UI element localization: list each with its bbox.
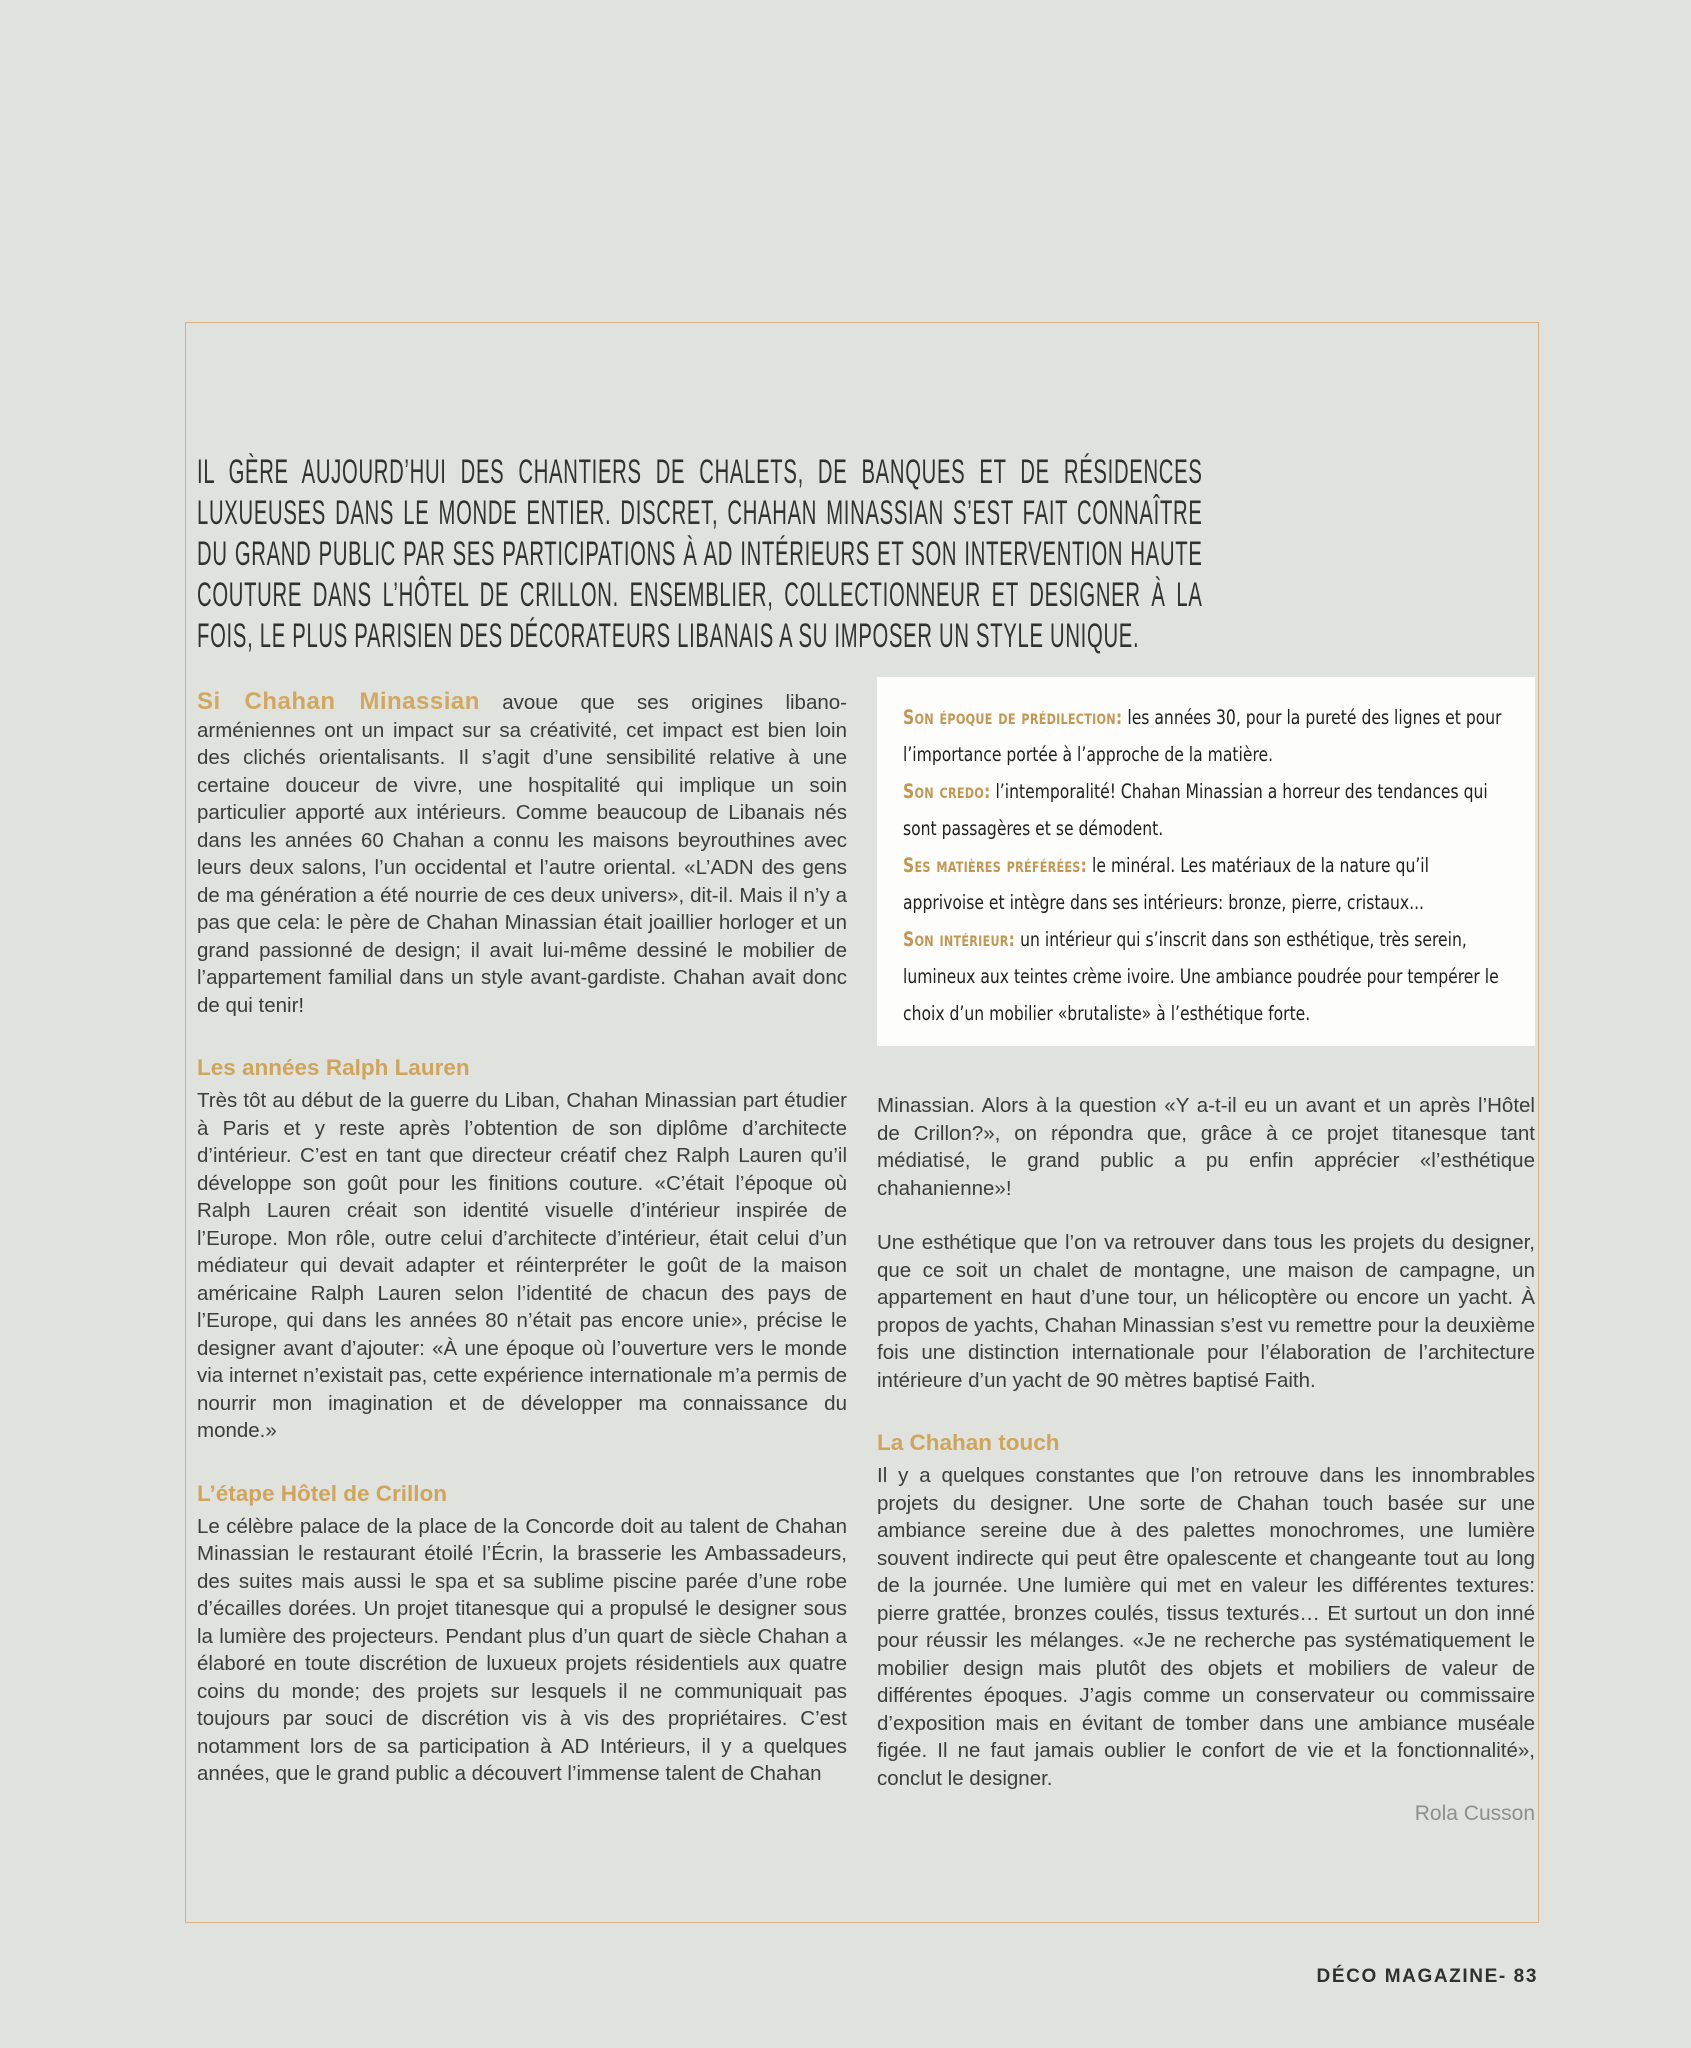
infobox-item-interieur	[903, 921, 1509, 1032]
intro-lead: Si Chahan Minassian	[197, 688, 480, 715]
infobox-text-matieres: le minéral. Les matériaux de la nature qu’il apprivoise et intègre dans ses intérieurs: bronze, pierre, cristaux...	[903, 854, 1429, 914]
infobox-text-interieur: un intérieur qui s’inscrit dans son esthétique, très serein, lumineux aux teintes crème ivoire. Une ambiance poudrée pour tempérer le choix d’un mobilier «brutaliste» à l’esthétique forte.	[903, 928, 1499, 1025]
infobox-label-interieur: Son intérieur:	[903, 928, 1016, 951]
intro-paragraph	[197, 688, 847, 1019]
intro-text: avoue que ses origines libano-arméniennes ont un impact sur sa créativité, cet impact est bien loin des clichés orientalisants. Il s’agit d’une sensibilité relative à une certaine douceur de vivre, une hospitalité qui implique un soin particulier apporté aux intérieurs. Comme beaucoup de Libanais nés dans les années 60 Chahan a connu les maisons beyrouthines avec leurs deux salons, l’un occidental et l’autre oriental. «L’ADN des gens de ma génération a été nourrie de ces deux univers», dit-il. Mais il n’y a pas que cela: le père de Chahan Minassian était joaillier horloger et un grand passionné de design; il avait lui-même dessiné le mobilier de l’appartement familial dans un style avant-gardiste. Chahan avait donc de qui tenir!	[197, 691, 847, 1017]
section-ralph-lauren-paragraph: Très tôt au début de la guerre du Liban, Chahan Minassian part étudier à Paris et y reste après l’obtention de son diplôme d’architecte d’intérieur. C’est en tant que directeur créatif chez Ralph Lauren qu’il développe son goût pour les finitions couture. «C’était l’époque où Ralph Lauren créait son identité visuelle d’intérieur inspirée de l’Europe. Mon rôle, outre celui d’architecte d’intérieur, était celui d’un médiateur qui devait adapter et réinterpréter le goût de la maison américaine Ralph Lauren selon l’identité de chacun des pays de l’Europe, qui dans les années 80 n’était pas encore unie», précise le designer avant d’ajouter: «À une époque où l’ouverture vers le monde via internet n’existait pas, cette expérience internationale m’a permis de nourrir mon imagination et de développer ma connaissance du monde.»	[197, 1089, 847, 1442]
designer-profile-infobox	[877, 677, 1535, 1046]
infobox-label-matieres: Ses matières préférées:	[903, 854, 1088, 877]
infobox-label-epoque: Son époque de prédilection:	[903, 706, 1123, 729]
infobox-text-credo: l’intemporalité! Chahan Minassian a horreur des tendances qui sont passagères et se démodent.	[903, 780, 1488, 840]
footer-page-label: DÉCO MAGAZINE- 83	[1316, 1966, 1538, 1987]
infobox-item-matieres	[903, 847, 1509, 921]
section-heading-hotel-de-crillon: L’étape Hôtel de Crillon	[197, 1480, 448, 1506]
section-heading-chahan-touch: La Chahan touch	[877, 1430, 1060, 1455]
infobox-item-epoque	[903, 699, 1509, 773]
section-heading-ralph-lauren: Les années Ralph Lauren	[197, 1055, 470, 1080]
infobox-item-credo	[903, 773, 1509, 847]
infobox-label-credo: Son credo:	[903, 780, 991, 803]
continuation-paragraph: Minassian. Alors à la question «Y a-t-il eu un avant et un après l’Hôtel de Crillon?», on répondra que, grâce à ce projet titanesque tant médiatisé, le grand public a pu enfin apprécier «l’esthétique chahanienne»!	[877, 1094, 1535, 1200]
right-column	[877, 677, 1535, 1826]
section-chahan-touch-paragraph: Il y a quelques constantes que l’on retrouve dans les innombrables projets du designer. Une sorte de Chahan touch basée sur une ambiance sereine due à des palettes monochromes, une lumière souvent indirecte qui peut être opalescente et changeante tout au long de la journée. Une lumière qui met en valeur les différentes textures: pierre grattée, bronzes coulés, tissus texturés… Et surtout un don inné pour réussir les mélanges. «Je ne recherche pas systématiquement le mobilier design mais plutôt des objets et mobiliers de valeur de différentes époques. J’agis comme un conservateur ou commissaire d’exposition mais en évitant de tomber dans une ambiance muséale figée. Il ne faut jamais oublier le confort de vie et la fonctionnalité», conclut le designer.	[877, 1464, 1535, 1790]
section-hotel-de-crillon-paragraph: Le célèbre palace de la place de la Concorde doit au talent de Chahan Minassian le restaurant étoilé l’Écrin, la brasserie les Ambassadeurs, des suites mais aussi le spa et sa sublime piscine parée d’une robe d’écailles dorées. Un projet titanesque qui a propulsé le designer sous la lumière des projecteurs. Pendant plus d’un quart de siècle Chahan a élaboré en toute discrétion de luxueux projets résidentiels aux quatre coins du monde; des projets sur lesquels il ne communiquait pas toujours par souci de discrétion vis à vis des propriétaires. C’est notamment lors de sa participation à AD Intérieurs, il y a quelques années, que le grand public a découvert l’immense talent de Chahan	[197, 1514, 847, 1785]
left-column	[197, 688, 847, 1788]
esthetique-paragraph: Une esthétique que l’on va retrouver dans tous les projets du designer, que ce soit un chalet de montagne, une maison de campagne, un appartement en haut d’une tour, un hélicoptère ou encore un yacht. À propos de yachts, Chahan Minassian s’est vu remettre pour la deuxième fois une distinction internationale pour l’élaboration de l’architecture intérieure d’un yacht de 90 mètres baptisé Faith.	[877, 1231, 1535, 1392]
infobox-content	[903, 699, 1509, 1032]
infobox-text-epoque: les années 30, pour la pureté des lignes et pour l’importance portée à l’approche de la matière.	[903, 706, 1502, 766]
header-paragraph: IL GÈRE AUJOURD’HUI DES CHANTIERS DE CHALETS, DE BANQUES ET DE RÉSIDENCES LUXUEUSES DANS LE MONDE ENTIER. DISCRET, CHAHAN MINASSIAN S’EST FAIT CONNAÎTRE DU GRAND PUBLIC PAR SES PARTICIPATIONS À AD INTÉRIEURS ET SON INTERVENTION HAUTE COUTURE DANS L’HÔTEL DE CRILLON. ENSEMBLIER, COLLECTIONNEUR ET DESIGNER À LA FOIS, LE PLUS PARISIEN DES DÉCORATEURS LIBANAIS A SU IMPOSER UN STYLE UNIQUE.	[197, 453, 1203, 655]
author-byline: Rola Cusson	[1414, 1802, 1535, 1825]
